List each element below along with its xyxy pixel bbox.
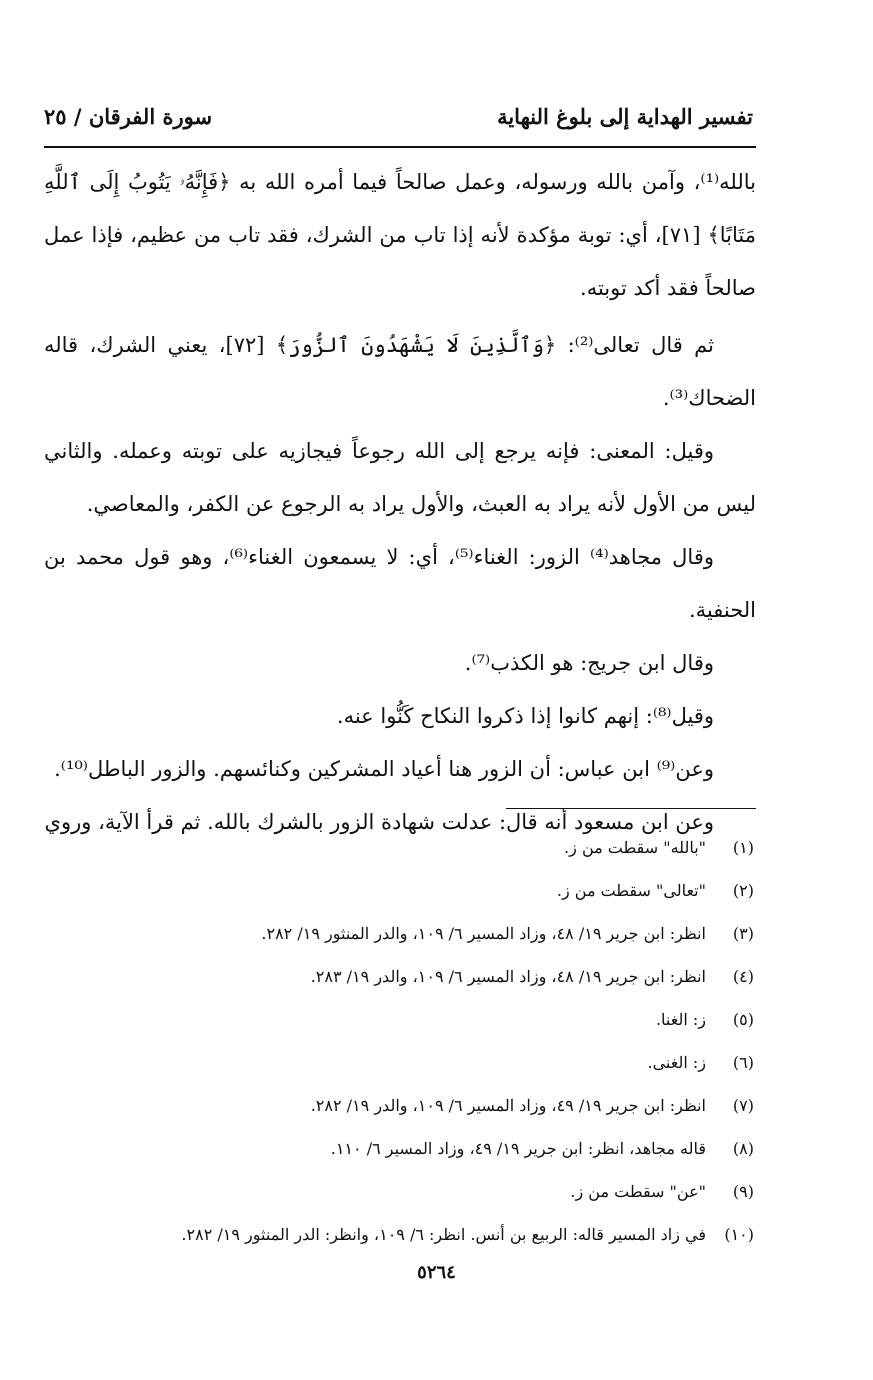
footnote bbox=[60, 826, 754, 869]
footnote bbox=[60, 998, 754, 1041]
footnote-number: (٥) bbox=[732, 1010, 754, 1029]
footnote bbox=[60, 1041, 754, 1084]
surah-label: سورة الفرقان / ٢٥ bbox=[44, 103, 213, 129]
paragraph: وقيل⁽⁸⁾: إنهم كانوا إذا ذكروا النكاح كَنُّوا عنه. bbox=[336, 704, 714, 728]
paragraph: وقيل: المعنى: فإنه يرجع إلى الله رجوعاً فيجازيه على توبته وعمله. والثاني ليس من الأول لأنه يراد به العبث، والأول يراد به الرجوع عن الكفر، والمعاصي. bbox=[44, 439, 756, 516]
footnote-number: (٧) bbox=[732, 1096, 754, 1115]
footnote-number: (١٠) bbox=[724, 1225, 754, 1244]
footnote-separator bbox=[506, 808, 756, 809]
footnote bbox=[60, 955, 754, 998]
footnote bbox=[60, 869, 754, 912]
footnote-text: "تعالى" سقطت من ز. bbox=[556, 881, 706, 900]
footnote-number: (٣) bbox=[732, 924, 754, 943]
footnote-text: قاله مجاهد، انظر: ابن جرير ١٩/ ٤٩، وزاد المسير ٦/ ١١٠. bbox=[330, 1139, 706, 1158]
footnote-number: (٢) bbox=[732, 881, 754, 900]
footnote-number: (١) bbox=[732, 838, 754, 857]
paragraph: وعن ابن مسعود أنه قال: عدلت شهادة الزور بالشرك بالله. ثم قرأ الآية، وروي bbox=[44, 810, 714, 834]
footnote-number: (٩) bbox=[732, 1182, 754, 1201]
footnote bbox=[60, 1170, 754, 1213]
paragraph: ثم قال تعالى⁽²⁾: ﴿وَٱلَّذِينَ لَا يَشْهَدُونَ ٱلزُّورَ﴾ [٧٢]، يعني الشرك، قاله الضحاك⁽³⁾. bbox=[44, 333, 756, 410]
footnote bbox=[60, 1213, 754, 1256]
footnote-text: "بالله" سقطت من ز. bbox=[564, 838, 706, 857]
footnote-text: ز: الغنى. bbox=[647, 1053, 706, 1072]
paragraph: بالله⁽¹⁾، وآمن بالله ورسوله، وعمل صالحاً فيما أمره الله به ﴿فَإِنَّهُۥ يَتُوبُ إِلَى ٱللَّهِ مَتَابًا﴾ [٧١]، أي: توبة مؤكدة لأنه إذا تاب من الشرك، فقد تاب من عظيم، فإذا عمل صالحاً فقد أكد توبته. bbox=[44, 170, 757, 300]
footnote-text: انظر: ابن جرير ١٩/ ٤٨، وزاد المسير ٦/ ١٠٩، والدر المنثور ١٩/ ٢٨٢. bbox=[261, 924, 706, 943]
footnote-text: في زاد المسير قاله: الربيع بن أنس. انظر: ٦/ ١٠٩، وانظر: الدر المنثور ١٩/ ٢٨٢. bbox=[181, 1225, 706, 1244]
footnote-text: انظر: ابن جرير ١٩/ ٤٩، وزاد المسير ٦/ ١٠٩، والدر ١٩/ ٢٨٢. bbox=[310, 1096, 706, 1115]
paragraph: وقال ابن جريج: هو الكذب⁽⁷⁾. bbox=[464, 651, 714, 675]
footnote-number: (٤) bbox=[732, 967, 754, 986]
footnote-number: (٨) bbox=[732, 1139, 754, 1158]
footnote bbox=[60, 1084, 754, 1127]
footnote bbox=[60, 912, 754, 955]
book-title: تفسير الهداية إلى بلوغ النهاية bbox=[497, 103, 753, 129]
header-rule bbox=[44, 146, 756, 148]
main-text bbox=[44, 156, 756, 849]
footnotes bbox=[60, 826, 754, 1256]
footnote bbox=[60, 1127, 754, 1170]
paragraph: وقال مجاهد⁽⁴⁾ الزور: الغناء⁽⁵⁾، أي: لا يسمعون الغناء⁽⁶⁾، وهو قول محمد بن الحنفية. bbox=[44, 545, 756, 622]
running-header bbox=[44, 96, 753, 136]
footnote-text: ز: الغنا. bbox=[655, 1010, 706, 1029]
footnote-text: "عن" سقطت من ز. bbox=[570, 1182, 706, 1201]
footnote-text: انظر: ابن جرير ١٩/ ٤٨، وزاد المسير ٦/ ١٠٩، والدر ١٩/ ٢٨٣. bbox=[310, 967, 706, 986]
footnote-number: (٦) bbox=[732, 1053, 754, 1072]
paragraph: وعن⁽⁹⁾ ابن عباس: أن الزور هنا أعياد المشركين وكنائسهم. والزور الباطل⁽¹⁰⁾. bbox=[54, 757, 714, 781]
page-number: ٥٢٦٤ bbox=[417, 1262, 456, 1283]
